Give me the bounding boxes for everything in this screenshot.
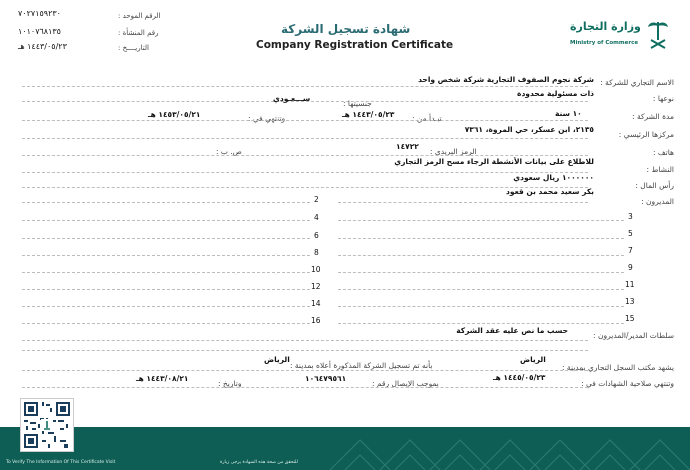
manager-row-number: 2 xyxy=(314,195,319,204)
end-label: وتنتهي في : xyxy=(248,114,286,123)
company-name-value: شركة نجوم الصفوف التجارية شركة شخص واحد xyxy=(418,75,594,84)
footer-band xyxy=(0,427,690,470)
authority-value: حسب ما نص عليه عقد الشركة xyxy=(456,326,568,335)
start-value: ١٤٤٣/٠٥/٢٣ هـ xyxy=(342,110,395,119)
receipt-value: ١٠٦٤٧٩٥٦١ xyxy=(305,374,347,383)
receipt-date-value: ١٤٤٣/٠٨/٢١ هـ xyxy=(136,374,189,383)
manager-row-number: 14 xyxy=(311,299,321,308)
establishment-no-label: رقم المنشأة : xyxy=(118,29,159,37)
qr-code-icon xyxy=(22,400,72,450)
office-city: الرياض xyxy=(520,355,546,364)
type-value: ذات مسئولية محدودة xyxy=(517,89,594,98)
manager-row-number: 12 xyxy=(311,282,321,291)
manager-row-number: 6 xyxy=(314,231,319,240)
manager-1-value: بكر سعيد محمد بن قعود xyxy=(506,187,594,196)
nationality-label: جنسيتها : xyxy=(343,99,372,108)
hq-value: ٢١٣٥، ابن عسكر، حي المروة، ٧٣٦١ xyxy=(464,125,594,134)
ministry-name-arabic: وزارة التجارة xyxy=(570,20,641,33)
duration-value: ١٠ سنة xyxy=(555,109,582,118)
title-arabic: شهادة تسجيل الشركة xyxy=(281,22,411,36)
manager-row-number: 10 xyxy=(311,265,321,274)
title-english: Company Registration Certificate xyxy=(256,39,454,51)
hq-label: مركزها الرئيسي : xyxy=(618,130,674,139)
establishment-no: ١٠١٠٧٦٨١٣٥ xyxy=(18,27,61,36)
manager-row-number: 5 xyxy=(628,229,633,238)
manager-row-number: 9 xyxy=(628,263,633,272)
nationality-value: ســـعـودي xyxy=(273,94,311,103)
duration-label: مدة الشركة : xyxy=(632,112,674,121)
palm-emblem-icon xyxy=(646,18,670,52)
capital-value: ١٠٠٠٠٠٠ ريال سعودي xyxy=(513,173,594,182)
pobox-label: ص. ب : xyxy=(216,147,242,156)
manager-row-number: 7 xyxy=(628,246,633,255)
company-name-label: الاسم التجاري للشركة : xyxy=(600,78,674,87)
manager-row-number: 4 xyxy=(314,213,319,222)
decorative-pattern-icon xyxy=(320,427,690,470)
postal-label: الرمز البريدي : xyxy=(430,147,477,156)
start-label: تبـدأ من : xyxy=(412,114,442,123)
activity-label: النشاط : xyxy=(646,165,674,174)
validity-label: وتنتهي صلاحية الشهادات في : xyxy=(581,379,674,388)
registered-city: الرياض xyxy=(264,355,290,364)
validity-value: ١٤٤٥/٠٥/٢٣ هـ xyxy=(493,373,546,382)
receipt-label: بموجب الإيصال رقم : xyxy=(372,379,439,388)
manager-row-number: 8 xyxy=(314,248,319,257)
unified-no: ٧٠٢٧١٥٩٢٣٠ xyxy=(18,9,61,18)
office-label: يشهد مكتب السجل التجاري بمدينة : xyxy=(562,363,674,372)
receipt-date-label: وتاريخ : xyxy=(218,379,242,388)
verify-text-english: To Verify The Information Of This Certificate Visit xyxy=(6,460,116,465)
manager-row-number: 11 xyxy=(625,280,635,289)
managers-label: المديرون : xyxy=(641,197,674,206)
manager-row-number: 3 xyxy=(628,212,633,221)
unified-no-label: الرقم الموحد : xyxy=(118,12,161,20)
authority-label: سلطات المدير/المديرون : xyxy=(593,331,674,340)
postal-value: ١٤٧٢٢ xyxy=(396,142,419,151)
activity-value: للاطلاع على بيانات الأنشطة الرجاء مسح الرمز التجاري xyxy=(394,157,594,166)
certificate-date: ١٤٤٣/٠٥/٢٣ هـ xyxy=(18,42,67,51)
end-value: ١٤٥٣/٠٥/٢١ هـ xyxy=(148,110,201,119)
verify-text-arabic: للتحقق من صحة هذه الشهادة يرجى زيارة xyxy=(220,460,298,465)
manager-row-number: 15 xyxy=(625,314,635,323)
manager-row-number: 13 xyxy=(625,297,635,306)
qr-code[interactable] xyxy=(20,398,74,452)
registered-label: بأنه تم تسجيل الشركة المذكورة أعلاه بمدينة : xyxy=(290,361,433,370)
certificate-date-label: التاريــــخ : xyxy=(118,44,149,52)
ministry-logo xyxy=(568,16,674,56)
type-label: نوعها : xyxy=(652,94,674,103)
manager-row-number: 16 xyxy=(311,316,321,325)
ministry-name-english: Ministry of Commerce xyxy=(570,40,639,46)
phone-label: هاتف : xyxy=(652,148,674,157)
capital-label: رأس المال : xyxy=(635,181,674,190)
